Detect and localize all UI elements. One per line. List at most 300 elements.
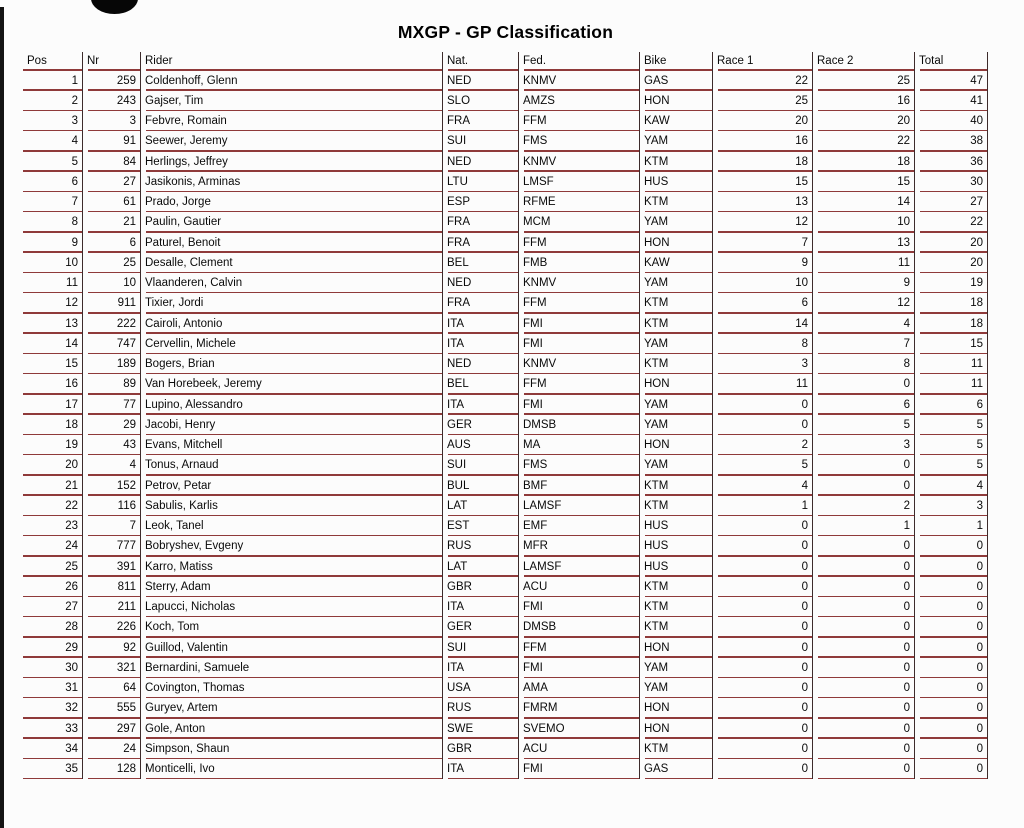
cell-fed: FFM bbox=[519, 638, 640, 658]
column-header-nat: Nat. bbox=[443, 52, 519, 71]
cell-rider: Van Horebeek, Jeremy bbox=[141, 374, 443, 394]
cell-pos: 11 bbox=[23, 273, 83, 293]
cell-nat: NED bbox=[443, 273, 519, 293]
cell-nat: RUS bbox=[443, 698, 519, 718]
cell-pos: 6 bbox=[23, 172, 83, 192]
cell-race2: 13 bbox=[813, 233, 915, 253]
table-row bbox=[23, 314, 988, 334]
cell-nr: 27 bbox=[83, 172, 141, 192]
cell-bike: YAM bbox=[640, 415, 713, 435]
cell-pos: 20 bbox=[23, 455, 83, 475]
cell-nr: 911 bbox=[83, 293, 141, 313]
cell-fed: FMS bbox=[519, 131, 640, 151]
cell-total: 0 bbox=[915, 638, 988, 658]
cell-race1: 0 bbox=[713, 658, 813, 678]
cell-bike: KTM bbox=[640, 739, 713, 759]
cell-rider: Seewer, Jeremy bbox=[141, 131, 443, 151]
cell-fed: LMSF bbox=[519, 172, 640, 192]
cell-fed: FMI bbox=[519, 658, 640, 678]
cell-total: 0 bbox=[915, 719, 988, 739]
classification-table bbox=[23, 52, 988, 779]
cell-pos: 1 bbox=[23, 71, 83, 91]
cell-bike: KAW bbox=[640, 111, 713, 131]
table-row bbox=[23, 476, 988, 496]
cell-pos: 35 bbox=[23, 759, 83, 779]
cell-nat: ITA bbox=[443, 314, 519, 334]
cell-race1: 18 bbox=[713, 152, 813, 172]
cell-nat: LTU bbox=[443, 172, 519, 192]
cell-rider: Febvre, Romain bbox=[141, 111, 443, 131]
cell-race2: 0 bbox=[813, 536, 915, 556]
cell-pos: 16 bbox=[23, 374, 83, 394]
cell-nr: 189 bbox=[83, 354, 141, 374]
cell-fed: AMZS bbox=[519, 91, 640, 111]
cell-pos: 17 bbox=[23, 395, 83, 415]
cell-rider: Herlings, Jeffrey bbox=[141, 152, 443, 172]
cell-rider: Sabulis, Karlis bbox=[141, 496, 443, 516]
cell-nr: 10 bbox=[83, 273, 141, 293]
cell-nat: FRA bbox=[443, 111, 519, 131]
cell-total: 27 bbox=[915, 192, 988, 212]
cell-rider: Evans, Mitchell bbox=[141, 435, 443, 455]
cell-total: 20 bbox=[915, 233, 988, 253]
cell-total: 20 bbox=[915, 253, 988, 273]
table-row bbox=[23, 374, 988, 394]
cell-rider: Lapucci, Nicholas bbox=[141, 597, 443, 617]
table-row bbox=[23, 172, 988, 192]
cell-fed: KNMV bbox=[519, 71, 640, 91]
cell-race2: 1 bbox=[813, 516, 915, 536]
cell-race1: 5 bbox=[713, 455, 813, 475]
cell-nat: GER bbox=[443, 617, 519, 637]
cell-race2: 16 bbox=[813, 91, 915, 111]
cell-nat: SUI bbox=[443, 638, 519, 658]
cell-bike: KTM bbox=[640, 597, 713, 617]
cell-bike: YAM bbox=[640, 334, 713, 354]
cell-bike: HON bbox=[640, 638, 713, 658]
cell-pos: 34 bbox=[23, 739, 83, 759]
cell-pos: 31 bbox=[23, 678, 83, 698]
cell-race2: 8 bbox=[813, 354, 915, 374]
column-header-nr: Nr bbox=[83, 52, 141, 71]
cell-total: 18 bbox=[915, 314, 988, 334]
table-row bbox=[23, 354, 988, 374]
cell-pos: 8 bbox=[23, 212, 83, 232]
cell-total: 0 bbox=[915, 739, 988, 759]
cell-bike: GAS bbox=[640, 759, 713, 779]
cell-race1: 9 bbox=[713, 253, 813, 273]
cell-total: 0 bbox=[915, 577, 988, 597]
cell-race1: 13 bbox=[713, 192, 813, 212]
cell-bike: KTM bbox=[640, 354, 713, 374]
cell-race1: 0 bbox=[713, 577, 813, 597]
cell-rider: Monticelli, Ivo bbox=[141, 759, 443, 779]
cell-nr: 92 bbox=[83, 638, 141, 658]
cell-race2: 0 bbox=[813, 577, 915, 597]
cell-nat: ITA bbox=[443, 597, 519, 617]
cell-fed: BMF bbox=[519, 476, 640, 496]
cell-rider: Tixier, Jordi bbox=[141, 293, 443, 313]
table-row bbox=[23, 496, 988, 516]
cell-nat: SUI bbox=[443, 131, 519, 151]
cell-race2: 0 bbox=[813, 597, 915, 617]
cell-nr: 226 bbox=[83, 617, 141, 637]
cell-race2: 2 bbox=[813, 496, 915, 516]
cell-nr: 391 bbox=[83, 557, 141, 577]
cell-rider: Petrov, Petar bbox=[141, 476, 443, 496]
logo-partial bbox=[91, 0, 138, 14]
cell-pos: 23 bbox=[23, 516, 83, 536]
column-header-bike: Bike bbox=[640, 52, 713, 71]
cell-rider: Coldenhoff, Glenn bbox=[141, 71, 443, 91]
cell-total: 38 bbox=[915, 131, 988, 151]
cell-total: 0 bbox=[915, 617, 988, 637]
cell-fed: SVEMO bbox=[519, 719, 640, 739]
cell-rider: Vlaanderen, Calvin bbox=[141, 273, 443, 293]
table-row bbox=[23, 638, 988, 658]
table-row bbox=[23, 557, 988, 577]
table-row bbox=[23, 455, 988, 475]
cell-bike: KTM bbox=[640, 314, 713, 334]
table-row bbox=[23, 516, 988, 536]
cell-nat: USA bbox=[443, 678, 519, 698]
cell-race1: 16 bbox=[713, 131, 813, 151]
cell-race1: 15 bbox=[713, 172, 813, 192]
cell-race1: 20 bbox=[713, 111, 813, 131]
cell-fed: ACU bbox=[519, 577, 640, 597]
table-row bbox=[23, 152, 988, 172]
cell-total: 4 bbox=[915, 476, 988, 496]
cell-race1: 25 bbox=[713, 91, 813, 111]
cell-race2: 0 bbox=[813, 759, 915, 779]
cell-bike: KTM bbox=[640, 577, 713, 597]
cell-race2: 0 bbox=[813, 638, 915, 658]
cell-rider: Tonus, Arnaud bbox=[141, 455, 443, 475]
cell-total: 5 bbox=[915, 455, 988, 475]
cell-fed: FMI bbox=[519, 759, 640, 779]
cell-race2: 25 bbox=[813, 71, 915, 91]
cell-pos: 7 bbox=[23, 192, 83, 212]
cell-race1: 4 bbox=[713, 476, 813, 496]
cell-race1: 7 bbox=[713, 233, 813, 253]
cell-bike: HON bbox=[640, 91, 713, 111]
column-header-race2: Race 2 bbox=[813, 52, 915, 71]
cell-race2: 7 bbox=[813, 334, 915, 354]
cell-pos: 18 bbox=[23, 415, 83, 435]
cell-pos: 27 bbox=[23, 597, 83, 617]
cell-pos: 22 bbox=[23, 496, 83, 516]
cell-nr: 152 bbox=[83, 476, 141, 496]
page-title: MXGP - GP Classification bbox=[397, 22, 614, 42]
cell-total: 15 bbox=[915, 334, 988, 354]
cell-nr: 24 bbox=[83, 739, 141, 759]
cell-nat: GER bbox=[443, 415, 519, 435]
cell-nr: 43 bbox=[83, 435, 141, 455]
cell-total: 11 bbox=[915, 374, 988, 394]
cell-bike: HUS bbox=[640, 557, 713, 577]
cell-bike: YAM bbox=[640, 273, 713, 293]
cell-nat: ITA bbox=[443, 395, 519, 415]
cell-rider: Gole, Anton bbox=[141, 719, 443, 739]
cell-race2: 0 bbox=[813, 719, 915, 739]
cell-nr: 29 bbox=[83, 415, 141, 435]
cell-pos: 2 bbox=[23, 91, 83, 111]
cell-fed: FMB bbox=[519, 253, 640, 273]
table-row bbox=[23, 658, 988, 678]
table-row bbox=[23, 678, 988, 698]
cell-race2: 0 bbox=[813, 374, 915, 394]
cell-nat: ITA bbox=[443, 759, 519, 779]
cell-bike: HON bbox=[640, 374, 713, 394]
cell-race2: 5 bbox=[813, 415, 915, 435]
cell-bike: HON bbox=[640, 435, 713, 455]
cell-nat: NED bbox=[443, 71, 519, 91]
table-row bbox=[23, 293, 988, 313]
cell-fed: FFM bbox=[519, 233, 640, 253]
cell-rider: Paulin, Gautier bbox=[141, 212, 443, 232]
column-header-total: Total bbox=[915, 52, 988, 71]
cell-nr: 7 bbox=[83, 516, 141, 536]
cell-nat: LAT bbox=[443, 496, 519, 516]
cell-total: 40 bbox=[915, 111, 988, 131]
cell-fed: FMI bbox=[519, 597, 640, 617]
cell-bike: HUS bbox=[640, 172, 713, 192]
cell-rider: Guryev, Artem bbox=[141, 698, 443, 718]
cell-fed: MA bbox=[519, 435, 640, 455]
cell-race2: 0 bbox=[813, 658, 915, 678]
table-row bbox=[23, 233, 988, 253]
cell-fed: MCM bbox=[519, 212, 640, 232]
cell-nat: GBR bbox=[443, 577, 519, 597]
cell-pos: 14 bbox=[23, 334, 83, 354]
cell-pos: 32 bbox=[23, 698, 83, 718]
table-row bbox=[23, 698, 988, 718]
table-row bbox=[23, 577, 988, 597]
cell-race2: 22 bbox=[813, 131, 915, 151]
cell-nr: 747 bbox=[83, 334, 141, 354]
cell-nr: 3 bbox=[83, 111, 141, 131]
cell-nr: 21 bbox=[83, 212, 141, 232]
cell-total: 3 bbox=[915, 496, 988, 516]
cell-fed: FFM bbox=[519, 111, 640, 131]
cell-nr: 243 bbox=[83, 91, 141, 111]
cell-race2: 0 bbox=[813, 678, 915, 698]
cell-race1: 0 bbox=[713, 415, 813, 435]
table-row bbox=[23, 334, 988, 354]
cell-bike: KTM bbox=[640, 476, 713, 496]
cell-nat: NED bbox=[443, 152, 519, 172]
cell-bike: YAM bbox=[640, 678, 713, 698]
cell-rider: Sterry, Adam bbox=[141, 577, 443, 597]
cell-race2: 0 bbox=[813, 476, 915, 496]
column-header-race1: Race 1 bbox=[713, 52, 813, 71]
cell-race1: 0 bbox=[713, 617, 813, 637]
cell-nr: 222 bbox=[83, 314, 141, 334]
cell-pos: 13 bbox=[23, 314, 83, 334]
table-row bbox=[23, 111, 988, 131]
cell-pos: 4 bbox=[23, 131, 83, 151]
cell-rider: Leok, Tanel bbox=[141, 516, 443, 536]
cell-nat: GBR bbox=[443, 739, 519, 759]
cell-bike: HUS bbox=[640, 516, 713, 536]
table-row bbox=[23, 719, 988, 739]
cell-race1: 0 bbox=[713, 698, 813, 718]
cell-race1: 0 bbox=[713, 557, 813, 577]
cell-race1: 0 bbox=[713, 516, 813, 536]
cell-race1: 2 bbox=[713, 435, 813, 455]
cell-fed: FMS bbox=[519, 455, 640, 475]
table-row bbox=[23, 617, 988, 637]
cell-race2: 18 bbox=[813, 152, 915, 172]
cell-rider: Simpson, Shaun bbox=[141, 739, 443, 759]
cell-nr: 91 bbox=[83, 131, 141, 151]
cell-total: 5 bbox=[915, 435, 988, 455]
cell-nat: SUI bbox=[443, 455, 519, 475]
cell-race2: 0 bbox=[813, 455, 915, 475]
cell-rider: Bobryshev, Evgeny bbox=[141, 536, 443, 556]
cell-rider: Karro, Matiss bbox=[141, 557, 443, 577]
cell-total: 0 bbox=[915, 698, 988, 718]
cell-nr: 4 bbox=[83, 455, 141, 475]
cell-fed: RFME bbox=[519, 192, 640, 212]
table-row bbox=[23, 395, 988, 415]
cell-fed: KNMV bbox=[519, 152, 640, 172]
cell-race1: 0 bbox=[713, 719, 813, 739]
cell-nr: 811 bbox=[83, 577, 141, 597]
cell-fed: ACU bbox=[519, 739, 640, 759]
cell-nr: 6 bbox=[83, 233, 141, 253]
cell-rider: Guillod, Valentin bbox=[141, 638, 443, 658]
cell-race1: 22 bbox=[713, 71, 813, 91]
cell-nat: SLO bbox=[443, 91, 519, 111]
cell-pos: 33 bbox=[23, 719, 83, 739]
cell-fed: FMI bbox=[519, 395, 640, 415]
cell-nat: ESP bbox=[443, 192, 519, 212]
table-row bbox=[23, 253, 988, 273]
cell-pos: 24 bbox=[23, 536, 83, 556]
cell-total: 5 bbox=[915, 415, 988, 435]
cell-race2: 15 bbox=[813, 172, 915, 192]
cell-rider: Koch, Tom bbox=[141, 617, 443, 637]
cell-race1: 0 bbox=[713, 638, 813, 658]
cell-nr: 61 bbox=[83, 192, 141, 212]
cell-pos: 29 bbox=[23, 638, 83, 658]
cell-race1: 8 bbox=[713, 334, 813, 354]
cell-race1: 0 bbox=[713, 395, 813, 415]
cell-race2: 0 bbox=[813, 557, 915, 577]
cell-fed: FMI bbox=[519, 314, 640, 334]
header-row bbox=[23, 52, 988, 71]
cell-pos: 19 bbox=[23, 435, 83, 455]
cell-fed: FFM bbox=[519, 293, 640, 313]
cell-race2: 0 bbox=[813, 617, 915, 637]
table-row bbox=[23, 71, 988, 91]
cell-total: 0 bbox=[915, 557, 988, 577]
cell-pos: 12 bbox=[23, 293, 83, 313]
cell-total: 0 bbox=[915, 759, 988, 779]
cell-nat: LAT bbox=[443, 557, 519, 577]
cell-bike: KTM bbox=[640, 293, 713, 313]
table-row bbox=[23, 273, 988, 293]
cell-pos: 26 bbox=[23, 577, 83, 597]
cell-nat: BEL bbox=[443, 374, 519, 394]
cell-race1: 10 bbox=[713, 273, 813, 293]
cell-fed: FFM bbox=[519, 374, 640, 394]
cell-rider: Lupino, Alessandro bbox=[141, 395, 443, 415]
cell-fed: DMSB bbox=[519, 415, 640, 435]
cell-rider: Paturel, Benoit bbox=[141, 233, 443, 253]
cell-bike: YAM bbox=[640, 658, 713, 678]
cell-fed: FMRM bbox=[519, 698, 640, 718]
cell-rider: Jacobi, Henry bbox=[141, 415, 443, 435]
cell-total: 30 bbox=[915, 172, 988, 192]
cell-pos: 5 bbox=[23, 152, 83, 172]
cell-nat: FRA bbox=[443, 212, 519, 232]
cell-total: 11 bbox=[915, 354, 988, 374]
cell-nr: 321 bbox=[83, 658, 141, 678]
scan-edge-bar bbox=[0, 7, 4, 828]
cell-fed: KNMV bbox=[519, 354, 640, 374]
cell-nr: 64 bbox=[83, 678, 141, 698]
cell-nr: 116 bbox=[83, 496, 141, 516]
cell-nr: 777 bbox=[83, 536, 141, 556]
cell-race2: 10 bbox=[813, 212, 915, 232]
cell-bike: YAM bbox=[640, 131, 713, 151]
cell-total: 0 bbox=[915, 658, 988, 678]
cell-total: 0 bbox=[915, 597, 988, 617]
cell-nat: FRA bbox=[443, 233, 519, 253]
cell-race2: 3 bbox=[813, 435, 915, 455]
cell-fed: FMI bbox=[519, 334, 640, 354]
cell-bike: KTM bbox=[640, 192, 713, 212]
cell-race1: 0 bbox=[713, 678, 813, 698]
cell-fed: EMF bbox=[519, 516, 640, 536]
cell-race2: 6 bbox=[813, 395, 915, 415]
cell-pos: 30 bbox=[23, 658, 83, 678]
column-header-pos: Pos bbox=[23, 52, 83, 71]
cell-total: 19 bbox=[915, 273, 988, 293]
cell-nat: RUS bbox=[443, 536, 519, 556]
cell-nat: FRA bbox=[443, 293, 519, 313]
cell-bike: HON bbox=[640, 719, 713, 739]
cell-race1: 3 bbox=[713, 354, 813, 374]
cell-nr: 89 bbox=[83, 374, 141, 394]
cell-rider: Bernardini, Samuele bbox=[141, 658, 443, 678]
cell-bike: YAM bbox=[640, 395, 713, 415]
table-row bbox=[23, 759, 988, 779]
cell-pos: 3 bbox=[23, 111, 83, 131]
cell-fed: LAMSF bbox=[519, 557, 640, 577]
cell-rider: Covington, Thomas bbox=[141, 678, 443, 698]
cell-bike: KAW bbox=[640, 253, 713, 273]
cell-nat: NED bbox=[443, 354, 519, 374]
table-row bbox=[23, 192, 988, 212]
cell-fed: AMA bbox=[519, 678, 640, 698]
cell-race1: 1 bbox=[713, 496, 813, 516]
table-row bbox=[23, 536, 988, 556]
cell-pos: 15 bbox=[23, 354, 83, 374]
table-row bbox=[23, 739, 988, 759]
cell-race2: 11 bbox=[813, 253, 915, 273]
cell-bike: YAM bbox=[640, 212, 713, 232]
cell-rider: Desalle, Clement bbox=[141, 253, 443, 273]
cell-total: 6 bbox=[915, 395, 988, 415]
table-row bbox=[23, 435, 988, 455]
cell-bike: KTM bbox=[640, 152, 713, 172]
cell-race2: 0 bbox=[813, 739, 915, 759]
cell-nr: 555 bbox=[83, 698, 141, 718]
cell-race1: 12 bbox=[713, 212, 813, 232]
